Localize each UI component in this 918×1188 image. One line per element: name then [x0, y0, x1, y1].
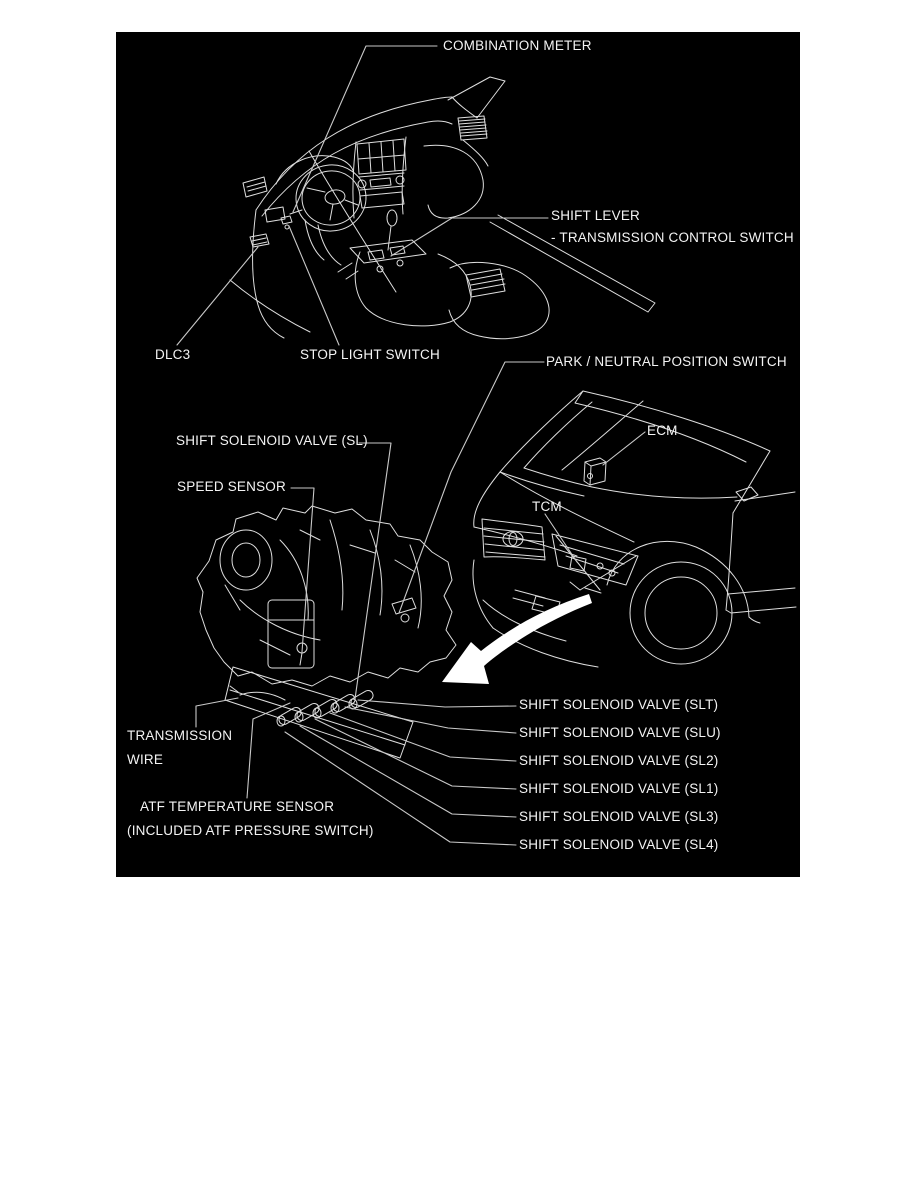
- solenoid-valve-slt-label: SHIFT SOLENOID VALVE (SLT): [519, 697, 719, 712]
- tcm-label: TCM: [532, 499, 562, 514]
- solenoid-valve-slu-label: SHIFT SOLENOID VALVE (SLU): [519, 725, 721, 740]
- stop-light-switch-label: STOP LIGHT SWITCH: [300, 347, 440, 362]
- diagram-panel: [116, 32, 800, 877]
- solenoid-valve-sl3-label: SHIFT SOLENOID VALVE (SL3): [519, 809, 719, 824]
- park-neutral-position-switch-label: PARK / NEUTRAL POSITION SWITCH: [546, 354, 787, 369]
- atf-temperature-sensor-label: ATF TEMPERATURE SENSOR: [140, 799, 335, 814]
- shift-lever-label: SHIFT LEVER: [551, 208, 640, 223]
- transmission-wire-label-line2: WIRE: [127, 752, 164, 767]
- atf-pressure-switch-note-label: (INCLUDED ATF PRESSURE SWITCH): [127, 823, 374, 838]
- ecm-label: ECM: [647, 423, 678, 438]
- solenoid-valve-sl2-label: SHIFT SOLENOID VALVE (SL2): [519, 753, 719, 768]
- speed-sensor-label: SPEED SENSOR: [177, 479, 286, 494]
- transmission-control-switch-label: - TRANSMISSION CONTROL SWITCH: [551, 230, 794, 245]
- solenoid-valve-sl4-label: SHIFT SOLENOID VALVE (SL4): [519, 837, 719, 852]
- dlc3-label: DLC3: [155, 347, 191, 362]
- shift-solenoid-valve-sl-label: SHIFT SOLENOID VALVE (SL): [176, 433, 368, 448]
- transmission-wire-label-line1: TRANSMISSION: [127, 728, 233, 743]
- combination-meter-label: COMBINATION METER: [443, 38, 592, 53]
- solenoid-valve-sl1-label: SHIFT SOLENOID VALVE (SL1): [519, 781, 719, 796]
